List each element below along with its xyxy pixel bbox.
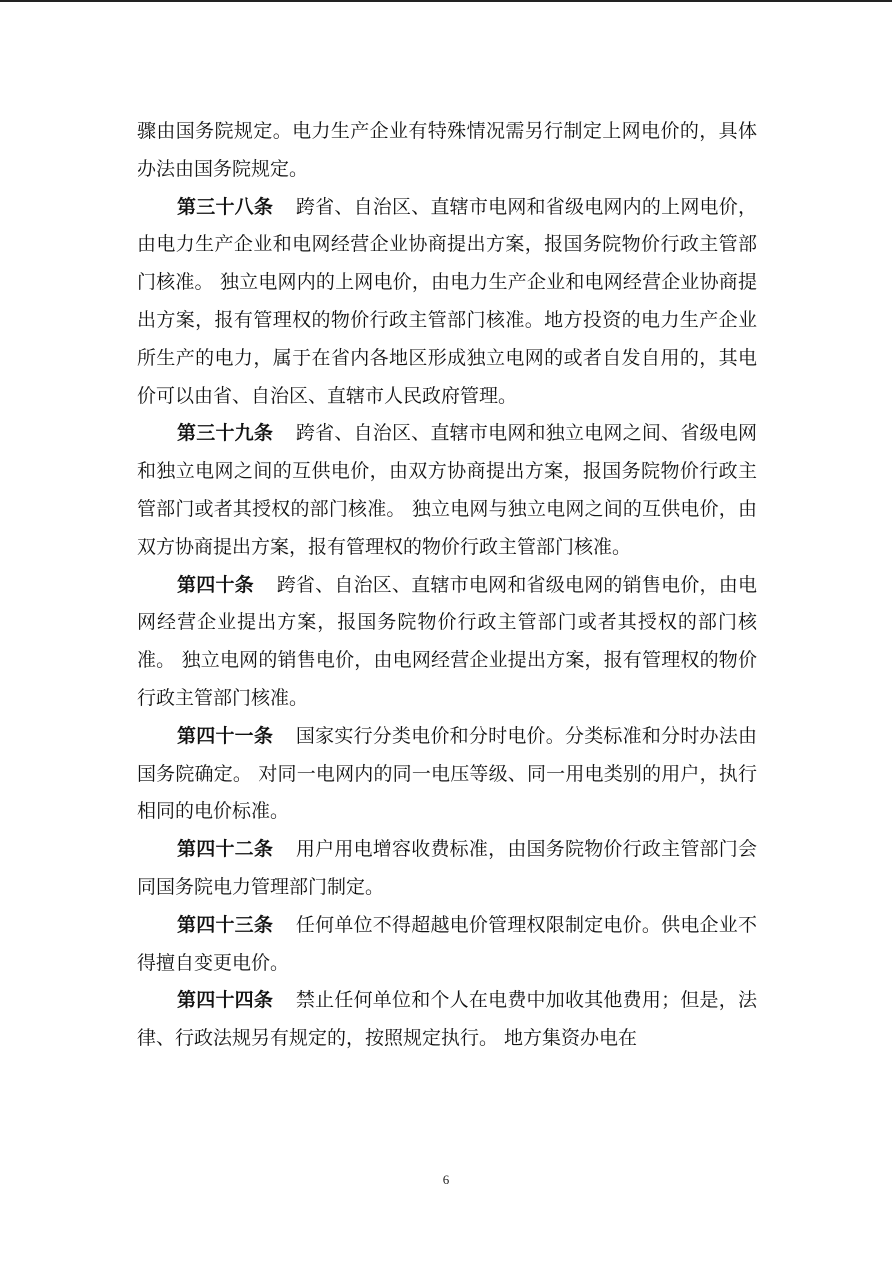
continuation-paragraph: 骤由国务院规定。电力生产企业有特殊情况需另行制定上网电价的，具体办法由国务院规定。 [137, 120, 757, 180]
article-text: 国家实行分类电价和分时电价。分类标准和分时办法由国务院确定。 对同一电网内的同一电压等级、同一用电类别的用户，执行相同的电价标准。 [137, 724, 757, 823]
page-number: 6 [442, 1172, 450, 1187]
article-number: 第三十九条 [177, 422, 274, 445]
article-38 [137, 189, 757, 416]
top-border-line [0, 0, 892, 2]
article-40 [137, 567, 757, 718]
article-text: 跨省、自治区、直辖市电网和独立电网之间、省级电网和独立电网之间的互供电价，由双方协商提出方案，报国务院物价行政主管部门或者其授权的部门核准。 独立电网与独立电网之间的互供电价，由双方协商提出方案，报有管理权的物价行政主管部门核准。 [137, 422, 757, 558]
article-number: 第四十一条 [177, 724, 274, 747]
article-43 [137, 907, 757, 983]
article-text: 跨省、自治区、直辖市电网和省级电网内的上网电价，由电力生产企业和电网经营企业协商提出方案，报国务院物价行政主管部门核准。 独立电网内的上网电价，由电力生产企业和电网经营企业协商提出方案，报有管理权的物价行政主管部门核准。地方投资的电力生产企业所生产的电力，属于在省内各地区形成独立电网的或者自发自用的，其电价可以由省、自治区、直辖市人民政府管理。 [137, 195, 757, 407]
article-number: 第三十八条 [177, 195, 274, 218]
article-44 [137, 982, 757, 1058]
document-body [137, 113, 757, 1058]
article-text: 跨省、自治区、直辖市电网和省级电网的销售电价，由电网经营企业提出方案，报国务院物价行政主管部门或者其授权的部门核准。 独立电网的销售电价，由电网经营企业提出方案，报有管理权的物价行政主管部门核准。 [137, 573, 757, 709]
article-number: 第四十四条 [177, 989, 274, 1012]
article-number: 第四十条 [177, 573, 254, 596]
article-text: 任何单位不得超越电价管理权限制定电价。供电企业不得擅自变更电价。 [137, 913, 757, 974]
article-number: 第四十三条 [177, 913, 274, 936]
article-text: 用户用电增容收费标准，由国务院物价行政主管部门会同国务院电力管理部门制定。 [137, 838, 757, 898]
article-42 [137, 831, 757, 907]
article-39 [137, 415, 757, 566]
article-41 [137, 718, 757, 831]
article-number: 第四十二条 [177, 838, 274, 861]
article-text: 禁止任何单位和个人在电费中加收其他费用；但是，法律、行政法规另有规定的，按照规定执行。 地方集资办电在 [137, 989, 757, 1050]
